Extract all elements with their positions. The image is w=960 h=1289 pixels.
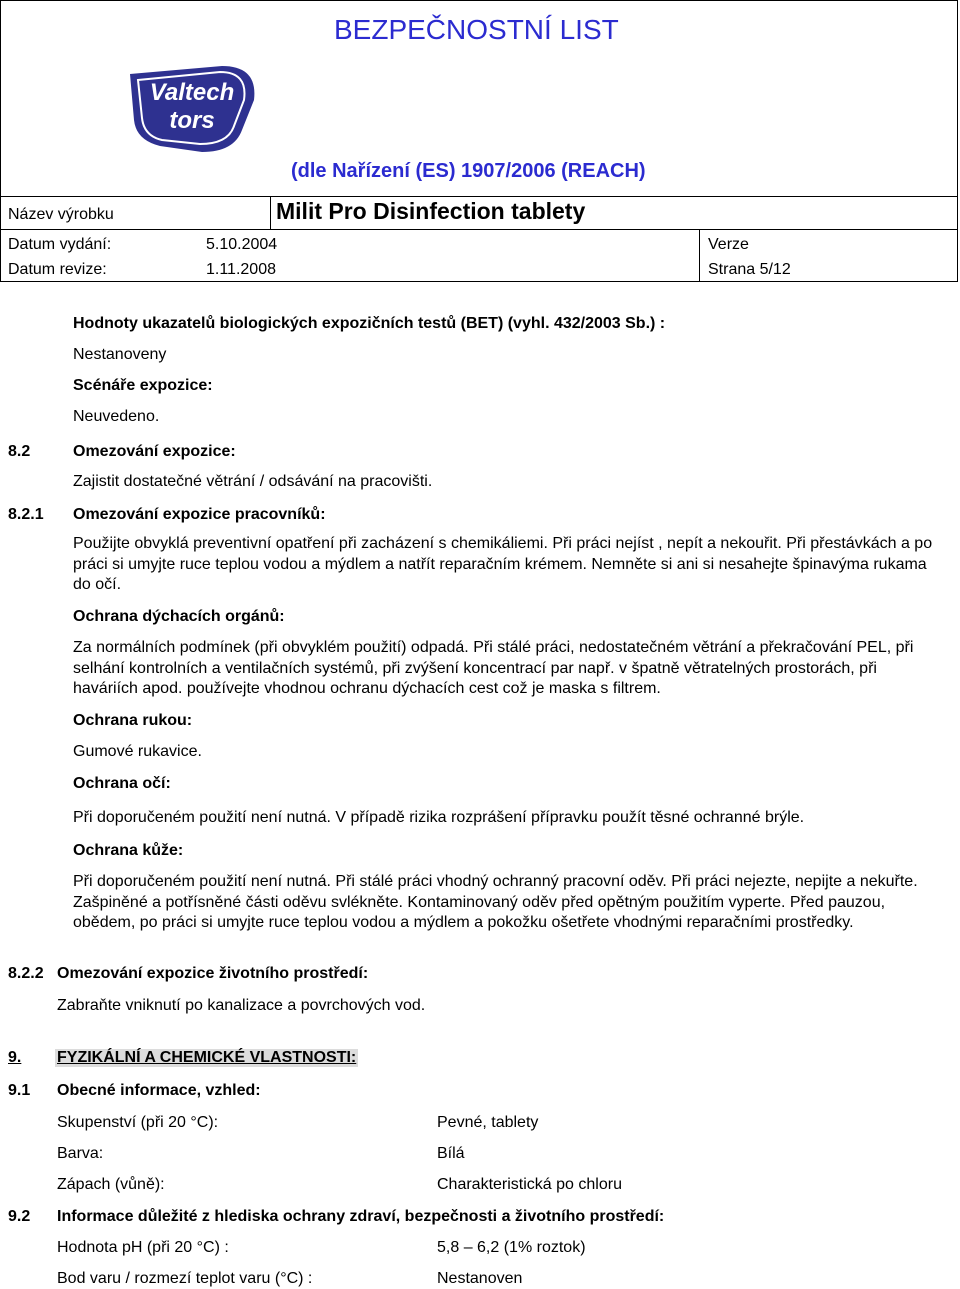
section-8-2-1-title: Omezování expozice pracovníků: xyxy=(73,506,326,523)
section-8-2-2-text: Zabraňte vniknutí po kanalizace a povrchových vod. xyxy=(57,997,426,1014)
issue-date-label: Datum vydání: xyxy=(8,236,112,253)
revision-date-label: Datum revize: xyxy=(8,261,107,278)
property-value: Charakteristická po chloru xyxy=(437,1176,622,1193)
section-8-2-2-title: Omezování expozice životního prostředí: xyxy=(57,965,369,982)
svg-text:tors: tors xyxy=(169,107,215,134)
revision-date: 1.11.2008 xyxy=(206,261,276,278)
svg-text:Valtech: Valtech xyxy=(149,79,235,106)
header-divider xyxy=(270,196,271,229)
section-8-2-title: Omezování expozice: xyxy=(73,443,236,460)
issue-date: 5.10.2004 xyxy=(206,236,278,253)
respiratory-heading: Ochrana dýchacích orgánů: xyxy=(73,608,285,625)
version-label: Verze xyxy=(708,236,749,253)
section-8-2-number: 8.2 xyxy=(8,443,31,460)
eye-protection-heading: Ochrana očí: xyxy=(73,775,171,792)
bet-value: Nestanoveny xyxy=(73,346,167,363)
section-9-2-number: 9.2 xyxy=(8,1208,31,1225)
scenario-heading: Scénáře expozice: xyxy=(73,377,213,394)
property-label: Hodnota pH (při 20 °C) : xyxy=(57,1239,229,1256)
document-title: BEZPEČNOSTNÍ LIST xyxy=(334,14,619,45)
property-label: Zápach (vůně): xyxy=(57,1176,165,1193)
section-9-2-title: Informace důležité z hlediska ochrany zdraví, bezpečnosti a životního prostředí: xyxy=(57,1208,665,1225)
page-number: Strana 5/12 xyxy=(708,261,791,278)
property-value: Nestanoven xyxy=(437,1270,523,1287)
property-value: 5,8 – 6,2 (1% roztok) xyxy=(437,1239,586,1256)
respiratory-text: Za normálních podmínek (při obvyklém použití) odpadá. Při stálé práci, nedostatečném větrání a překračování PEL, při selhání kontrolních a ventilačních systémů, při zvýšení koncentrací par např. v špatně větratelných prostorách, při haváriích apod. používejte vhodnou ochranu dýchacích cest což je maska s filtrem. xyxy=(73,639,914,697)
bet-heading: Hodnoty ukazatelů biologických expozičních testů (BET) (vyhl. 432/2003 Sb.) : xyxy=(73,315,666,332)
property-label: Bod varu / rozmezí teplot varu (°C) : xyxy=(57,1270,313,1287)
section-9-title: FYZIKÁLNÍ A CHEMICKÉ VLASTNOSTI: xyxy=(57,1049,357,1066)
section-9-1-title: Obecné informace, vzhled: xyxy=(57,1082,261,1099)
section-8-2-2-number: 8.2.2 xyxy=(8,965,44,982)
header-divider xyxy=(0,196,958,197)
hand-protection-heading: Ochrana rukou: xyxy=(73,712,193,729)
section-9-1-number: 9.1 xyxy=(8,1082,31,1099)
property-value: Bílá xyxy=(437,1145,465,1162)
skin-protection-heading: Ochrana kůže: xyxy=(73,842,184,859)
eye-protection-text: Při doporučeném použití není nutná. V případě rizika rozprášení přípravku použít těsné ochranné brýle. xyxy=(73,809,805,826)
product-name: Milit Pro Disinfection tablety xyxy=(276,198,586,224)
skin-protection-text: Při doporučeném použití není nutná. Při stálé práci vhodný ochranný pracovní oděv. Při práci nejezte, nepijte a nekuřte. Zašpiněné a potřísněné části oděvu svlékněte. Kontaminovaný oděv před opětným použitím vyperte. Před pauzou, obědem, po práci si umyjte ruce teplou vodou a mýdlem a pokožku ošetřete vhodnými reparačními prostředky. xyxy=(73,873,918,931)
company-logo xyxy=(122,60,262,156)
header-divider xyxy=(0,229,958,230)
property-value: Pevné, tablety xyxy=(437,1114,539,1131)
regulation-subtitle: (dle Nařízení (ES) 1907/2006 (REACH) xyxy=(291,160,646,182)
property-label: Barva: xyxy=(57,1145,104,1162)
scenario-value: Neuvedeno. xyxy=(73,408,160,425)
property-label: Skupenství (při 20 °C): xyxy=(57,1114,219,1131)
header-divider xyxy=(699,229,700,281)
product-label: Název výrobku xyxy=(8,206,114,223)
hand-protection-text: Gumové rukavice. xyxy=(73,743,202,760)
section-8-2-1-text: Použijte obvyklá preventivní opatření při zacházení s chemikáliemi. Při práci nejíst , nepít a nekouřit. Při přestávkách a po práci si umyjte ruce teplou vodou a mýdlem a natřít reparačním krémem. Nemněte si ani si nesahejte špinavýma rukama do očí. xyxy=(73,535,933,593)
section-8-2-1-number: 8.2.1 xyxy=(8,506,44,523)
section-9-number: 9. xyxy=(8,1049,22,1066)
section-8-2-text: Zajistit dostatečné větrání / odsávání na pracovišti. xyxy=(73,473,433,490)
